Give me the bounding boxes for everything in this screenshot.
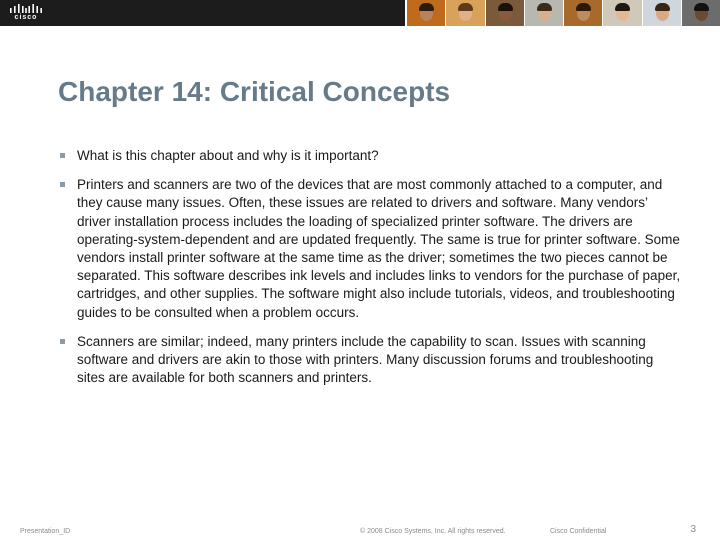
- bullet-item: [58, 176, 683, 322]
- person-photo-2: [446, 0, 484, 26]
- bullet-item: [58, 147, 683, 165]
- header-dark-band: [0, 0, 405, 26]
- photo-strip: [407, 0, 720, 26]
- person-hair-icon: [498, 3, 513, 11]
- person-photo-8: [682, 0, 720, 26]
- footer-presentation-id: Presentation_ID: [20, 528, 71, 535]
- cisco-bridge-icon: [9, 4, 43, 13]
- bullet-marker-icon: [60, 153, 65, 158]
- person-hair-icon: [655, 3, 670, 11]
- person-photo-6: [603, 0, 641, 26]
- footer-confidential: Cisco Confidential: [550, 528, 607, 535]
- person-hair-icon: [537, 3, 552, 11]
- page-number: 3: [690, 524, 696, 535]
- person-hair-icon: [458, 3, 473, 11]
- cisco-logo: [9, 4, 43, 22]
- person-hair-icon: [694, 3, 709, 11]
- person-photo-7: [643, 0, 681, 26]
- header-bar: [0, 0, 720, 26]
- bullet-item: [58, 333, 683, 388]
- bullet-marker-icon: [60, 339, 65, 344]
- person-photo-4: [525, 0, 563, 26]
- person-photo-5: [564, 0, 602, 26]
- bullet-text: Printers and scanners are two of the devices that are most commonly attached to a computer, and they cause many issues. Often, these issues are related to drivers and software. Many vendors’ driver installation process includes the loading of specialized printer software. The drivers are operating-system-dependent and are updated frequently. The same is true for printer software. Some vendors install printer software at the same time as the driver; sometimes the two pieces cannot be separated. This software describes ink levels and includes links to vendors for the purchase of paper, cartridges, and other supplies. The software might also include tutorials, videos, and troubleshooting guides to be consulted when a problem occurs.: [77, 177, 681, 320]
- footer-copyright: © 2008 Cisco Systems, Inc. All rights reserved.: [360, 528, 506, 535]
- person-hair-icon: [419, 3, 434, 11]
- cisco-logo-text: cisco: [14, 14, 38, 21]
- person-photo-3: [486, 0, 524, 26]
- bullet-list: [58, 147, 683, 398]
- bullet-text: What is this chapter about and why is it important?: [77, 148, 379, 163]
- person-photo-1: [407, 0, 445, 26]
- slide-title: Chapter 14: Critical Concepts: [58, 76, 451, 107]
- bullet-text: Scanners are similar; indeed, many printers include the capability to scan. Issues with scanning software and drivers are akin to those with printers. Many discussion forums and troubleshooting sites are available for both scanners and printers.: [77, 333, 654, 386]
- person-hair-icon: [615, 3, 630, 11]
- person-hair-icon: [576, 3, 591, 11]
- bullet-marker-icon: [60, 182, 65, 187]
